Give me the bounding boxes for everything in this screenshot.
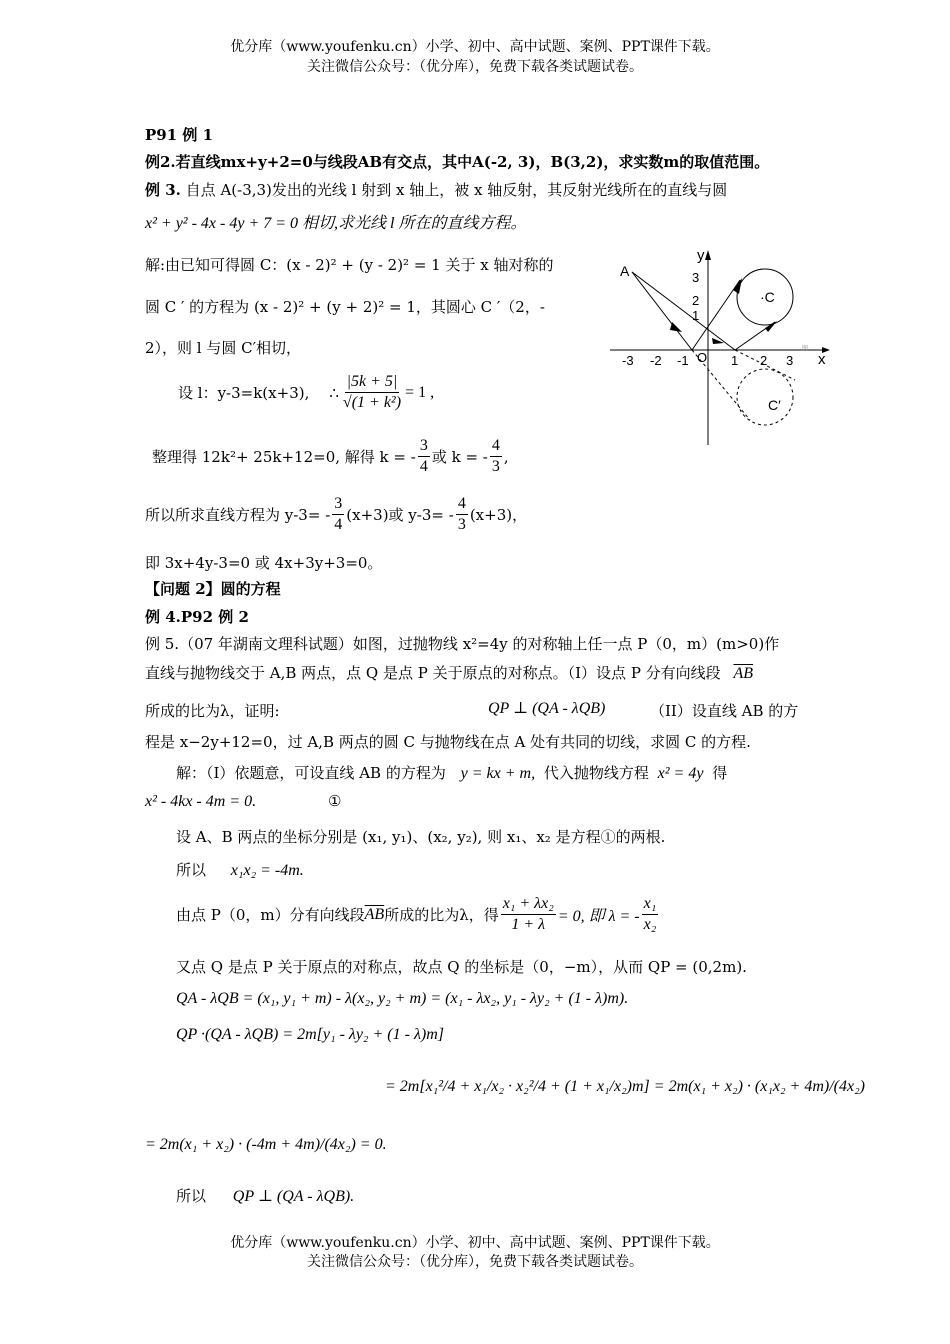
solution-3-line3: 2），则 l 与圆 C′相切，: [145, 339, 302, 357]
footer-line-1: 优分库（www.youfenku.cn）小学、初中、高中试题、案例、PPT课件下载。: [230, 1235, 720, 1251]
distance-fraction: [341, 372, 403, 413]
xtick-label: 3: [786, 353, 794, 368]
conclusion-text-1: 所以所求直线方程为 y-3= -: [145, 506, 331, 524]
lambda-eq: = 0, 即 λ = -: [557, 908, 640, 925]
example-5-line3-c: （II）设直线 AB 的方: [650, 702, 799, 720]
conclusion-text-3: (x+3)，: [469, 506, 528, 524]
line-eq: y = kx + m,: [460, 765, 536, 782]
solution-5-line11: [176, 1185, 354, 1206]
reflection-figure: [600, 240, 835, 450]
example-5-line3-a: 所成的比为λ，证明:: [145, 702, 280, 720]
sol-text: 由点 P（0，m）分有向线段: [176, 906, 365, 924]
example-5-line1: 例 5.（07 年湖南文理科试题）如图，过抛物线 x²=4y 的对称轴上任一点 P（0，m）(m>0)作: [145, 635, 780, 653]
xtick-label: 1: [731, 353, 739, 368]
simplify-text: 整理得 12k²+ 25k+12=0, 解得 k = -: [152, 448, 416, 466]
example-3-text: 自点 A(-3,3)发出的光线 l 射到 x 轴上，被 x 轴反射，其反射光线所在的直线与圆: [185, 181, 728, 199]
problem-2-heading: 【问题 2】圆的方程: [145, 580, 281, 598]
p91-heading: P91 例 1: [145, 126, 214, 144]
xtick-label: -2: [650, 353, 662, 368]
origin-label: O: [697, 350, 708, 365]
solution-5-line3: 设 A、B 两点的坐标分别是 (x₁, y₁)、(x₂, y₂), 则 x₁、x₂ 是方程①的两根.: [176, 828, 666, 846]
k2-den: 3: [491, 458, 500, 475]
sol-text: 所以: [176, 861, 207, 879]
slope2-fraction: [456, 494, 468, 535]
example-4: 例 4.P92 例 2: [145, 608, 249, 626]
arrow-icon: [733, 278, 742, 294]
ratio-fraction: [501, 894, 556, 935]
example-2: 例2.若直线mx+y+2=0与线段AB有交点，其中A(-2, 3)，B(3,2)，求实数m的取值范围。: [145, 153, 770, 171]
vector-ab: $\overline{AB}$: [364, 905, 385, 923]
solution-5-line7: QA - λQB = (x₁, y₁ + m) - λ(x₂, y₂ + m) = (x₁ - λx₂, y₁ - λy₂ + (1 - λ)m).: [176, 990, 629, 1007]
ratio-num: x₁ + λx₂: [501, 894, 556, 915]
label-c-prime: C′: [768, 397, 781, 413]
example-3-line1: [145, 179, 727, 200]
vector-ab: $\overline{AB}$: [733, 665, 754, 682]
set-l-text: 设 l：y-3=k(x+3),: [178, 384, 310, 402]
example-5-line4: 程是 x−2y+12=0，过 A,B 两点的圆 C 与抛物线在点 A 处有共同的切线，求圆 C 的方程.: [145, 733, 751, 751]
slope1-den: 4: [334, 516, 343, 533]
solve-k-line: 整理得 12k²+ 25k+12=0, 解得 k = - $\frac{3}{4}$ 或 k = - $\frac{4}{3}$ ,: [152, 437, 509, 475]
arrow-icon: [712, 338, 724, 344]
quadratic-eq: x² - 4kx - 4m = 0.: [145, 793, 257, 810]
sol-text: 得: [712, 764, 728, 782]
example-5-line2-text: 直线与抛物线交于 A,B 两点，点 Q 是点 P 关于原点的对称点。（I）设点 P 分有向线段: [145, 664, 721, 682]
distance-numerator: |5k + 5|: [345, 372, 400, 393]
k1-den: 4: [419, 458, 428, 475]
circle-c-prime: [737, 369, 793, 425]
slope2-den: 3: [457, 516, 466, 533]
distance-eq: = 1 ,: [405, 383, 435, 401]
slope2-num: 4: [456, 494, 468, 515]
arrow-icon: [670, 322, 682, 332]
k2-num: 4: [490, 436, 502, 457]
y-axis-arrow-icon: [705, 250, 711, 260]
footer-line-2: 关注微信公众号：（优分库），免费下载各类试题试卷。: [307, 1254, 643, 1270]
ratio-den: 1 + λ: [511, 916, 546, 933]
sol-text: 解：（Ⅰ）依题意，可设直线 AB 的方程为: [176, 764, 446, 782]
example-3-lead: 例 3.: [145, 181, 181, 199]
solution-5-line1: [176, 762, 727, 783]
solution-5-line5: [176, 894, 660, 935]
k1-num: 3: [418, 436, 430, 457]
example-3-circle-eq: x² + y² - 4x - 4y + 7 = 0 相切,求光线 l 所在的直线方程。: [145, 215, 527, 232]
xtick-label: -3: [622, 353, 634, 368]
arrow-icon: [765, 321, 777, 332]
conclusion-final: 即 3x+4y-3=0 或 4x+3y+3=0。: [145, 554, 383, 572]
solution-3-line1: 解:由已知可得圆 C：(x - 2)² + (y - 2)² = 1 关于 x 轴对称的: [145, 256, 554, 274]
final-perp: QP ⊥ (QA - λQB).: [232, 1188, 355, 1205]
solution-5-line10: = 2m(x₁ + x₂) · (-4m + 4m)/(4x₂) = 0.: [145, 1136, 387, 1153]
circled-one: ①: [328, 792, 342, 810]
set-line-l: [178, 372, 434, 413]
conclusion-line: [145, 494, 527, 535]
tiny-mark: 图: [802, 346, 809, 352]
ytick-label: 3: [692, 270, 700, 285]
product-eq: x₁x₂ = -4m.: [230, 862, 304, 879]
solution-5-line9: = 2m[x₁²/4 + x₁/x₂ · x₂²/4 + (1 + x₁/x₂)m] = 2m(x₁ + x₂) · (x₁x₂ + 4m)/(4x₂): [385, 1078, 865, 1095]
sol-text: 所成的比为λ，得: [384, 906, 499, 924]
solution-5-line4: [176, 859, 304, 880]
solution-5-line6: 又点 Q 是点 P 关于原点的对称点，故点 Q 的坐标是（0，−m），从而 QP = (0,2m).: [176, 958, 747, 976]
or-k-text: 或 k = -: [431, 448, 488, 466]
xtick-label: 2: [760, 353, 768, 368]
label-a: A: [620, 263, 630, 279]
y-label: y: [697, 247, 705, 264]
lambda-num: x₁: [642, 894, 659, 915]
slope1-fraction: [332, 494, 344, 535]
lambda-fraction: [642, 894, 659, 935]
label-c: ·C: [760, 289, 775, 305]
sol-text: 代入抛物线方程: [543, 764, 649, 782]
therefore-symbol: ∴: [329, 383, 339, 402]
slope1-num: 3: [332, 494, 344, 515]
ytick-label: 1: [692, 308, 700, 323]
distance-denominator: √(1 + k²): [342, 394, 402, 411]
xtick-label: -1: [677, 353, 689, 368]
example-5-perp: QP ⊥ (QA - λQB): [488, 700, 606, 717]
header-line-1: 优分库（www.youfenku.cn）小学、初中、高中试题、案例、PPT课件下载。: [230, 39, 720, 55]
lambda-den: x₂: [643, 916, 657, 933]
k2-fraction: [490, 436, 502, 477]
k1-fraction: [418, 436, 430, 477]
parabola-eq: x² = 4y: [657, 765, 704, 782]
x-label: x: [818, 351, 826, 368]
solution-5-line8: QP ·(QA - λQB) = 2m[y₁ - λy₂ + (1 - λ)m]: [176, 1026, 444, 1043]
example-5-line2: [145, 662, 753, 683]
sol-text: 所以: [176, 1187, 207, 1205]
solution-3-line2: 圆 C ′ 的方程为 (x - 2)² + (y + 2)² = 1，其圆心 C ′（2，-: [145, 298, 545, 316]
conclusion-text-2: (x+3)或 y-3= -: [346, 506, 454, 524]
header-line-2: 关注微信公众号：（优分库），免费下载各类试题试卷。: [307, 59, 643, 75]
ytick-label: 2: [692, 293, 700, 308]
